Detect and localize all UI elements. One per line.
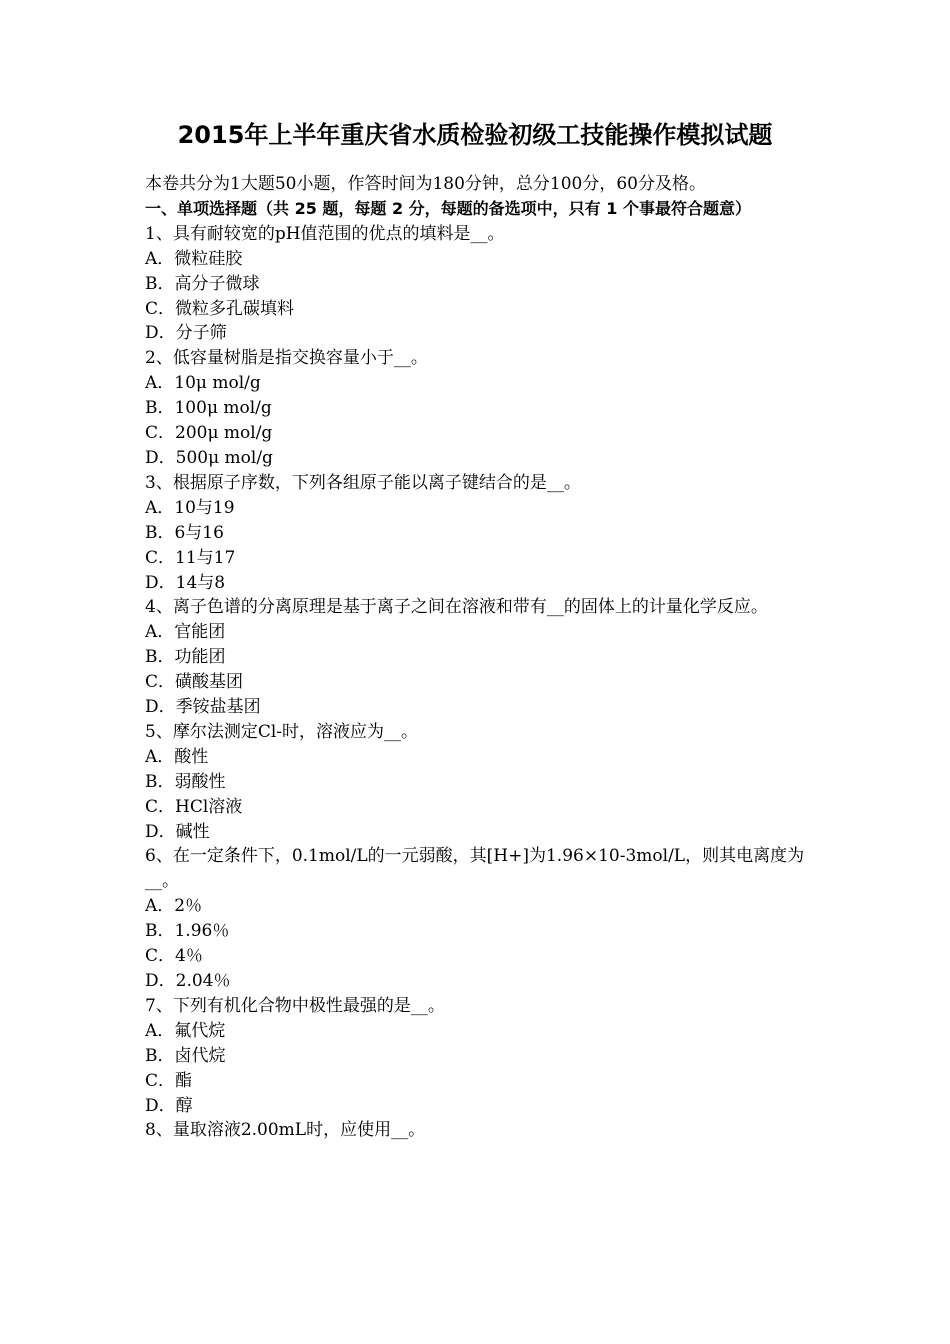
answer-option: A．2％ <box>145 896 203 917</box>
question-stem: 7、下列有机化合物中极性最强的是__。 <box>145 995 445 1016</box>
answer-option: A．官能团 <box>145 622 226 643</box>
answer-option: B．弱酸性 <box>145 771 226 792</box>
answer-option: A．微粒硅胶 <box>145 248 243 269</box>
answer-option: B．1.96％ <box>145 921 230 942</box>
answer-option: C．4％ <box>145 946 203 967</box>
question-2 <box>145 346 810 471</box>
question-stem: 4、离子色谱的分离原理是基于离子之间在溶液和带有__的固体上的计量化学反应。 <box>145 597 768 618</box>
question-5 <box>145 720 810 845</box>
question-stem: 5、摩尔法测定Cl-时，溶液应为__。 <box>145 721 419 742</box>
answer-option: A．10μ mol/g <box>145 373 261 394</box>
answer-option: A．10与19 <box>145 497 235 518</box>
answer-option: D．碱性 <box>145 821 210 842</box>
answer-option: C．HCl溶液 <box>145 796 243 817</box>
question-6 <box>145 844 810 993</box>
answer-option: C．磺酸基团 <box>145 672 244 693</box>
answer-option: D．醇 <box>145 1095 193 1116</box>
exam-intro: 本卷共分为1大题50小题，作答时间为180分钟，总分100分，60分及格。 <box>145 174 706 194</box>
question-4 <box>145 595 810 720</box>
answer-option: D．2.04％ <box>145 971 231 991</box>
answer-option: D．分子筛 <box>145 323 227 344</box>
question-1 <box>145 222 810 347</box>
question-list <box>145 222 810 1144</box>
answer-option: B．功能团 <box>145 647 226 668</box>
answer-option: C．200μ mol/g <box>145 423 273 444</box>
question-stem: 6、在一定条件下，0.1mol/L的一元弱酸，其[H+]为1.96×10-3mol/L，则其电离度为__。 <box>145 846 805 892</box>
question-8 <box>145 1118 810 1143</box>
question-3 <box>145 471 810 596</box>
answer-option: C．酯 <box>145 1070 193 1091</box>
question-stem: 2、低容量树脂是指交换容量小于__。 <box>145 348 428 369</box>
document-title: 2015年上半年重庆省水质检验初级工技能操作模拟试题 <box>177 121 773 149</box>
answer-option: D．季铵盐基团 <box>145 697 261 718</box>
answer-option: D．14与8 <box>145 572 226 593</box>
answer-option: A．氟代烷 <box>145 1020 226 1041</box>
answer-option: D．500μ mol/g <box>145 447 273 468</box>
question-stem: 1、具有耐较宽的pH值范围的优点的填料是__。 <box>145 223 505 244</box>
answer-option: B．高分子微球 <box>145 273 260 294</box>
answer-option: A．酸性 <box>145 746 209 767</box>
question-stem: 8、量取溶液2.00mL时，应使用__。 <box>145 1120 426 1141</box>
answer-option: B．6与16 <box>145 522 224 543</box>
answer-option: B．卤代烷 <box>145 1045 226 1066</box>
question-7 <box>145 994 810 1119</box>
answer-option: C．11与17 <box>145 547 236 568</box>
answer-option: B．100μ mol/g <box>145 398 272 419</box>
answer-option: C．微粒多孔碳填料 <box>145 298 295 319</box>
section-heading: 一、单项选择题（共 25 题，每题 2 分，每题的备选项中，只有 1 个事最符合题意） <box>145 198 751 218</box>
document-body <box>145 172 810 1143</box>
question-stem: 3、根据原子序数，下列各组原子能以离子键结合的是__。 <box>145 472 581 493</box>
